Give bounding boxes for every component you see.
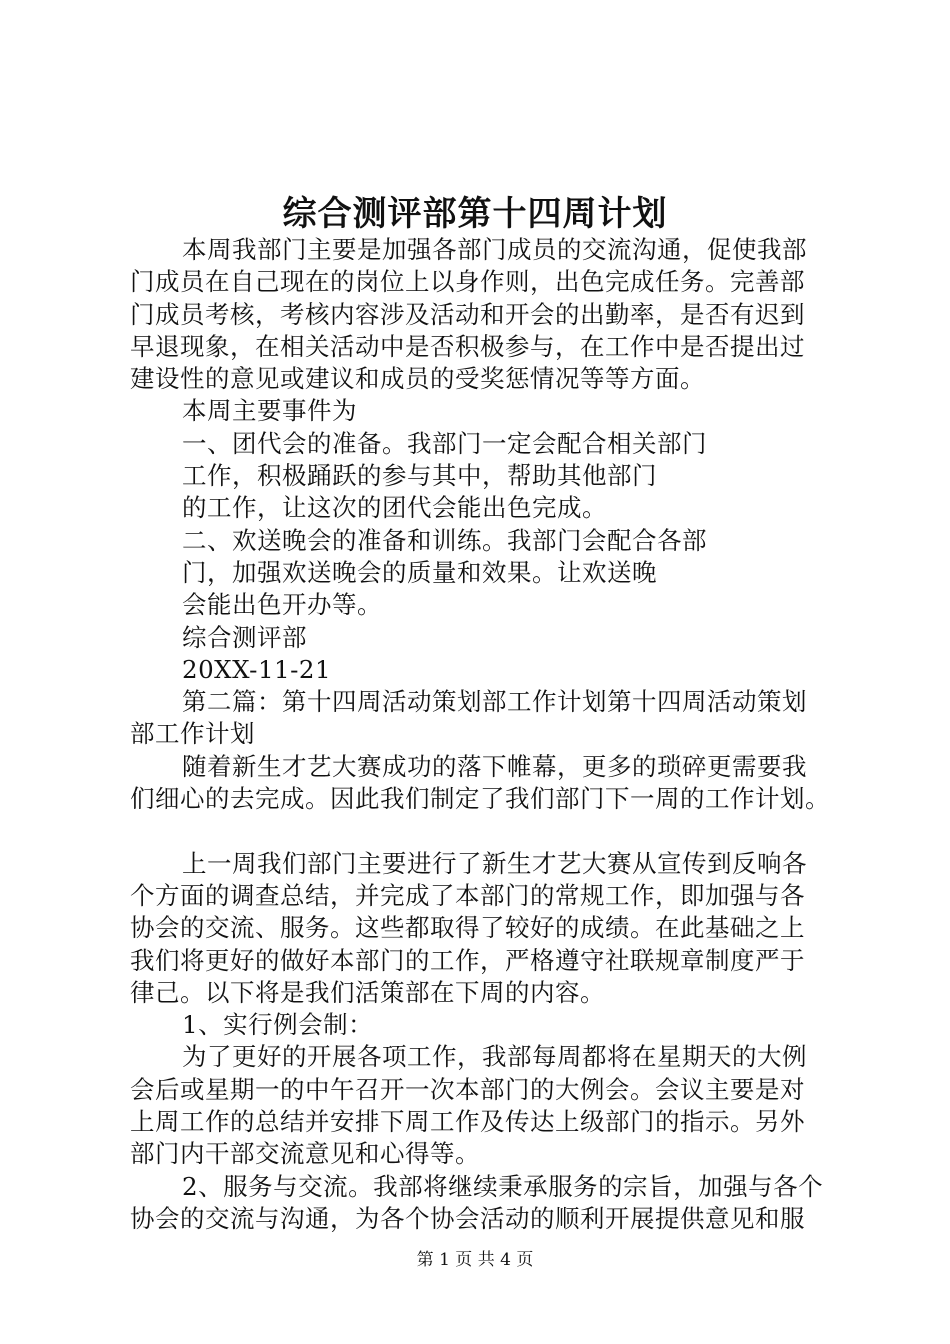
text-line: 本周主要事件为 — [182, 396, 357, 426]
text-line: 上一周我们部门主要进行了新生才艺大赛从宣传到反响各 — [182, 848, 807, 878]
text-line: 部门内干部交流意见和心得等。 — [130, 1139, 480, 1169]
text-line: 二、欢送晚会的准备和训练。我部门会配合各部 — [182, 525, 707, 555]
text-line: 2、服务与交流。我部将继续秉承服务的宗旨，加强与各个 — [182, 1171, 824, 1201]
text-line: 们细心的去完成。因此我们制定了我们部门下一周的工作计划。 — [130, 784, 830, 814]
text-line: 一、团代会的准备。我部门一定会配合相关部门 — [182, 428, 707, 458]
text-line: 协会的交流、服务。这些都取得了较好的成绩。在此基础之上 — [130, 913, 805, 943]
text-line: 早退现象，在相关活动中是否积极参与，在工作中是否提出过 — [130, 331, 805, 361]
text-line: 个方面的调查总结，并完成了本部门的常规工作，即加强与各 — [130, 880, 805, 910]
text-line: 律己。以下将是我们活策部在下周的内容。 — [130, 977, 605, 1007]
text-line: 第二篇：第十四周活动策划部工作计划第十四周活动策划 — [182, 687, 807, 717]
document-title: 综合测评部第十四周计划 — [282, 194, 668, 234]
text-line: 我们将更好的做好本部门的工作，严格遵守社联规章制度严于 — [130, 945, 805, 975]
text-line: 门，加强欢送晚会的质量和效果。让欢送晚 — [182, 557, 657, 587]
text-line: 的工作，让这次的团代会能出色完成。 — [182, 493, 607, 523]
blank-line — [130, 815, 830, 847]
text-line: 为了更好的开展各项工作，我部每周都将在星期天的大例 — [182, 1042, 807, 1072]
text-line: 部工作计划 — [130, 719, 255, 749]
text-line: 20XX-11-21 — [182, 654, 332, 684]
text-line: 协会的交流与沟通，为各个协会活动的顺利开展提供意见和服 — [130, 1203, 805, 1233]
text-line: 本周我部门主要是加强各部门成员的交流沟通，促使我部 — [182, 235, 807, 264]
document-body — [130, 234, 830, 1235]
text-line: 建设性的意见或建议和成员的受奖惩情况等等方面。 — [130, 364, 705, 394]
text-line: 随着新生才艺大赛成功的落下帷幕，更多的琐碎更需要我 — [182, 751, 807, 781]
text-line: 1、实行例会制： — [182, 1010, 374, 1040]
page-footer: 第 1 页 共 4 页 — [416, 1250, 534, 1270]
text-line: 门成员考核，考核内容涉及活动和开会的出勤率，是否有迟到 — [130, 299, 805, 329]
text-line: 综合测评部 — [182, 622, 307, 652]
text-line: 上周工作的总结并安排下周工作及传达上级部门的指示。另外 — [130, 1107, 805, 1137]
text-line: 会能出色开办等。 — [182, 590, 382, 620]
text-line: 门成员在自己现在的岗位上以身作则，出色完成任务。完善部 — [130, 267, 805, 297]
text-line: 会后或星期一的中午召开一次本部门的大例会。会议主要是对 — [130, 1074, 805, 1104]
text-line: 工作，积极踊跃的参与其中，帮助其他部门 — [182, 461, 657, 491]
